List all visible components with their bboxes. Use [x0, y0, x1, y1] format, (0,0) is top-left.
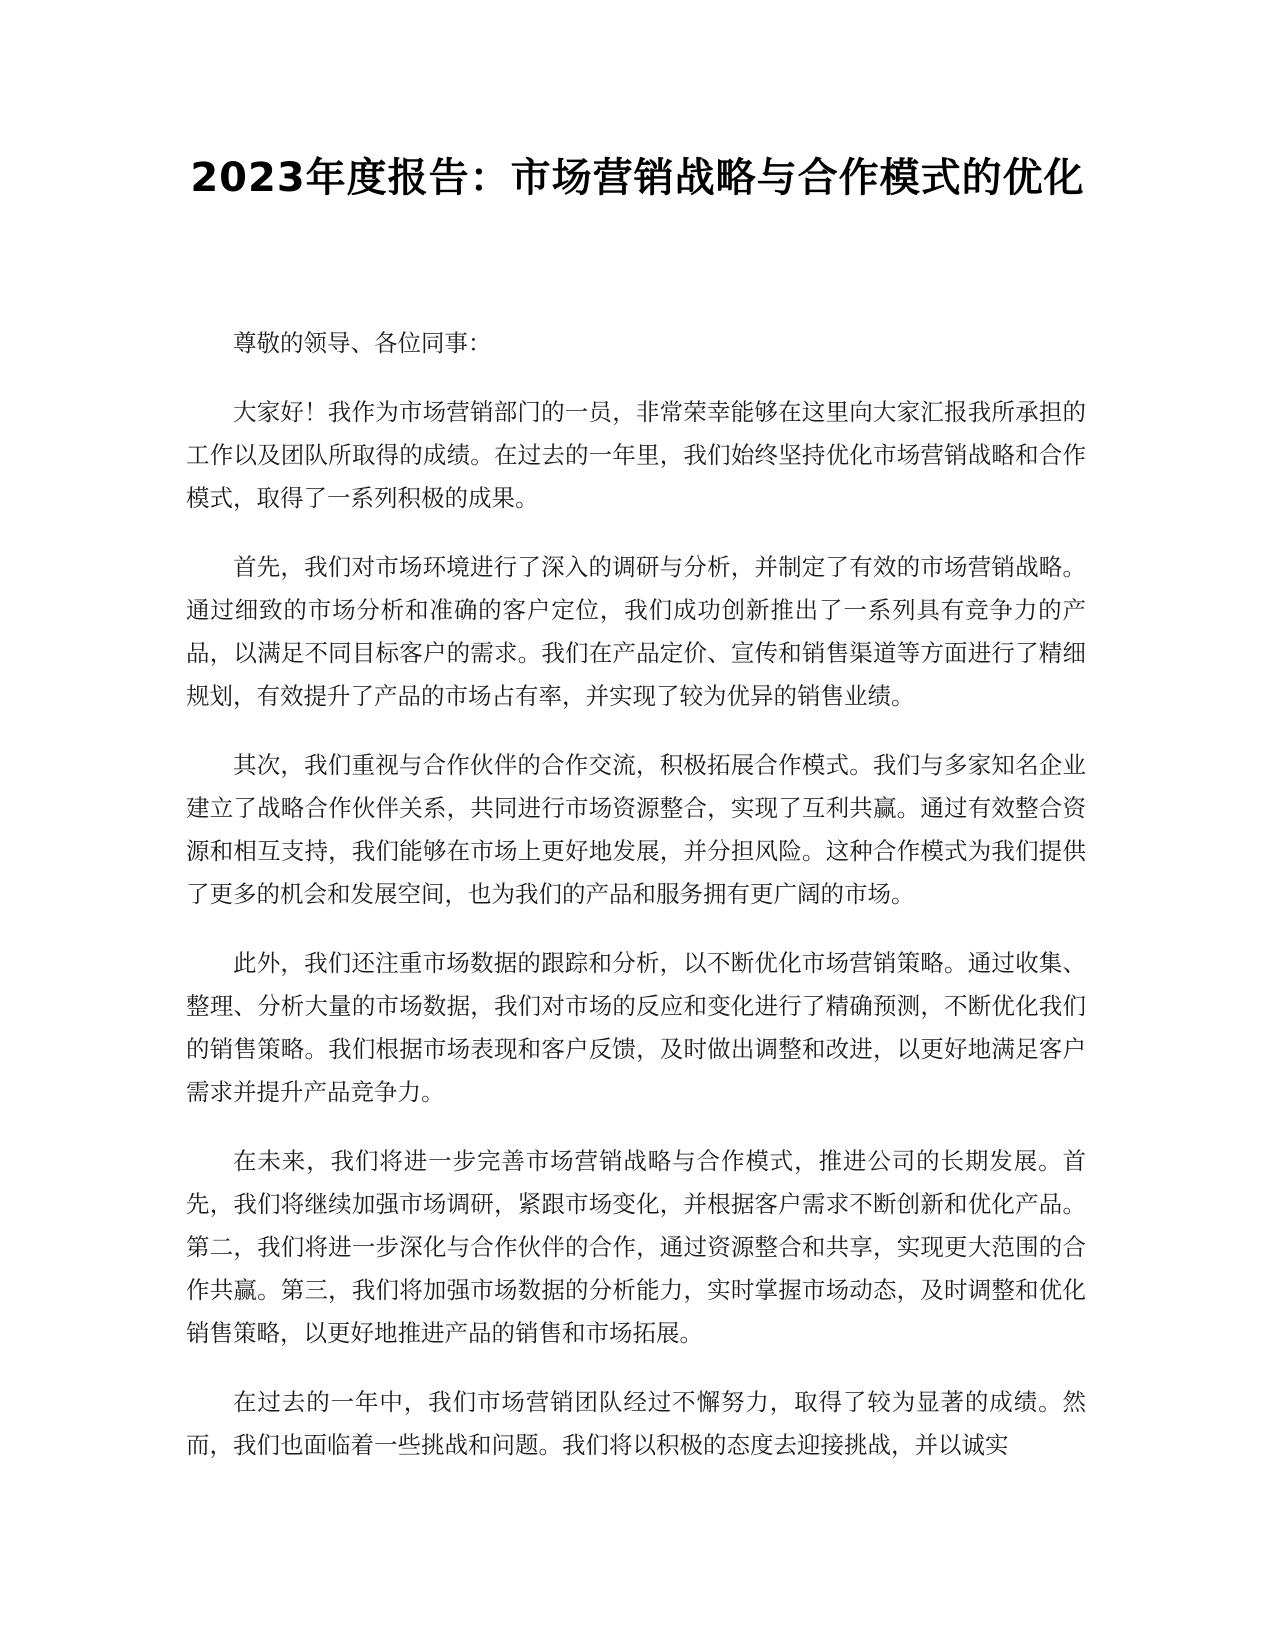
salutation-paragraph: 尊敬的领导、各位同事： — [233, 329, 492, 357]
document-body — [186, 322, 1086, 1493]
body-paragraph: 在未来，我们将进一步完善市场营销战略与合作模式，推进公司的长期发展。首先，我们将继续加强市场调研，紧跟市场变化，并根据客户需求不断创新和优化产品。第二，我们将进一步深化与合作伙伴的合作，通过资源整合和共享，实现更大范围的合作共赢。第三，我们将加强市场数据的分析能力，实时掌握市场动态，及时调整和优化销售策略，以更好地推进产品的销售和市场拓展。 — [186, 1147, 1086, 1347]
body-paragraph: 大家好！我作为市场营销部门的一员，非常荣幸能够在这里向大家汇报我所承担的工作以及团队所取得的成绩。在过去的一年里，我们始终坚持优化市场营销战略和合作模式，取得了一系列积极的成果。 — [186, 398, 1086, 512]
body-paragraph: 其次，我们重视与合作伙伴的合作交流，积极拓展合作模式。我们与多家知名企业建立了战略合作伙伴关系，共同进行市场资源整合，实现了互利共赢。通过有效整合资源和相互支持，我们能够在市场上更好地发展，并分担风险。这种合作模式为我们提供了更多的机会和发展空间，也为我们的产品和服务拥有更广阔的市场。 — [186, 751, 1086, 908]
body-paragraph: 此外，我们还注重市场数据的跟踪和分析，以不断优化市场营销策略。通过收集、整理、分析大量的市场数据，我们对市场的反应和变化进行了精确预测，不断优化我们的销售策略。我们根据市场表现和客户反馈，及时做出调整和改进，以更好地满足客户需求并提升产品竞争力。 — [186, 949, 1086, 1106]
body-paragraph: 首先，我们对市场环境进行了深入的调研与分析，并制定了有效的市场营销战略。通过细致的市场分析和准确的客户定位，我们成功创新推出了一系列具有竞争力的产品，以满足不同目标客户的需求。我们在产品定价、宣传和销售渠道等方面进行了精细规划，有效提升了产品的市场占有率，并实现了较为优异的销售业绩。 — [186, 553, 1086, 710]
document-title: 2023年度报告：市场营销战略与合作模式的优化 — [190, 155, 1085, 201]
body-paragraph: 在过去的一年中，我们市场营销团队经过不懈努力，取得了较为显著的成绩。然而，我们也面临着一些挑战和问题。我们将以积极的态度去迎接挑战，并以诚实 — [186, 1388, 1086, 1459]
